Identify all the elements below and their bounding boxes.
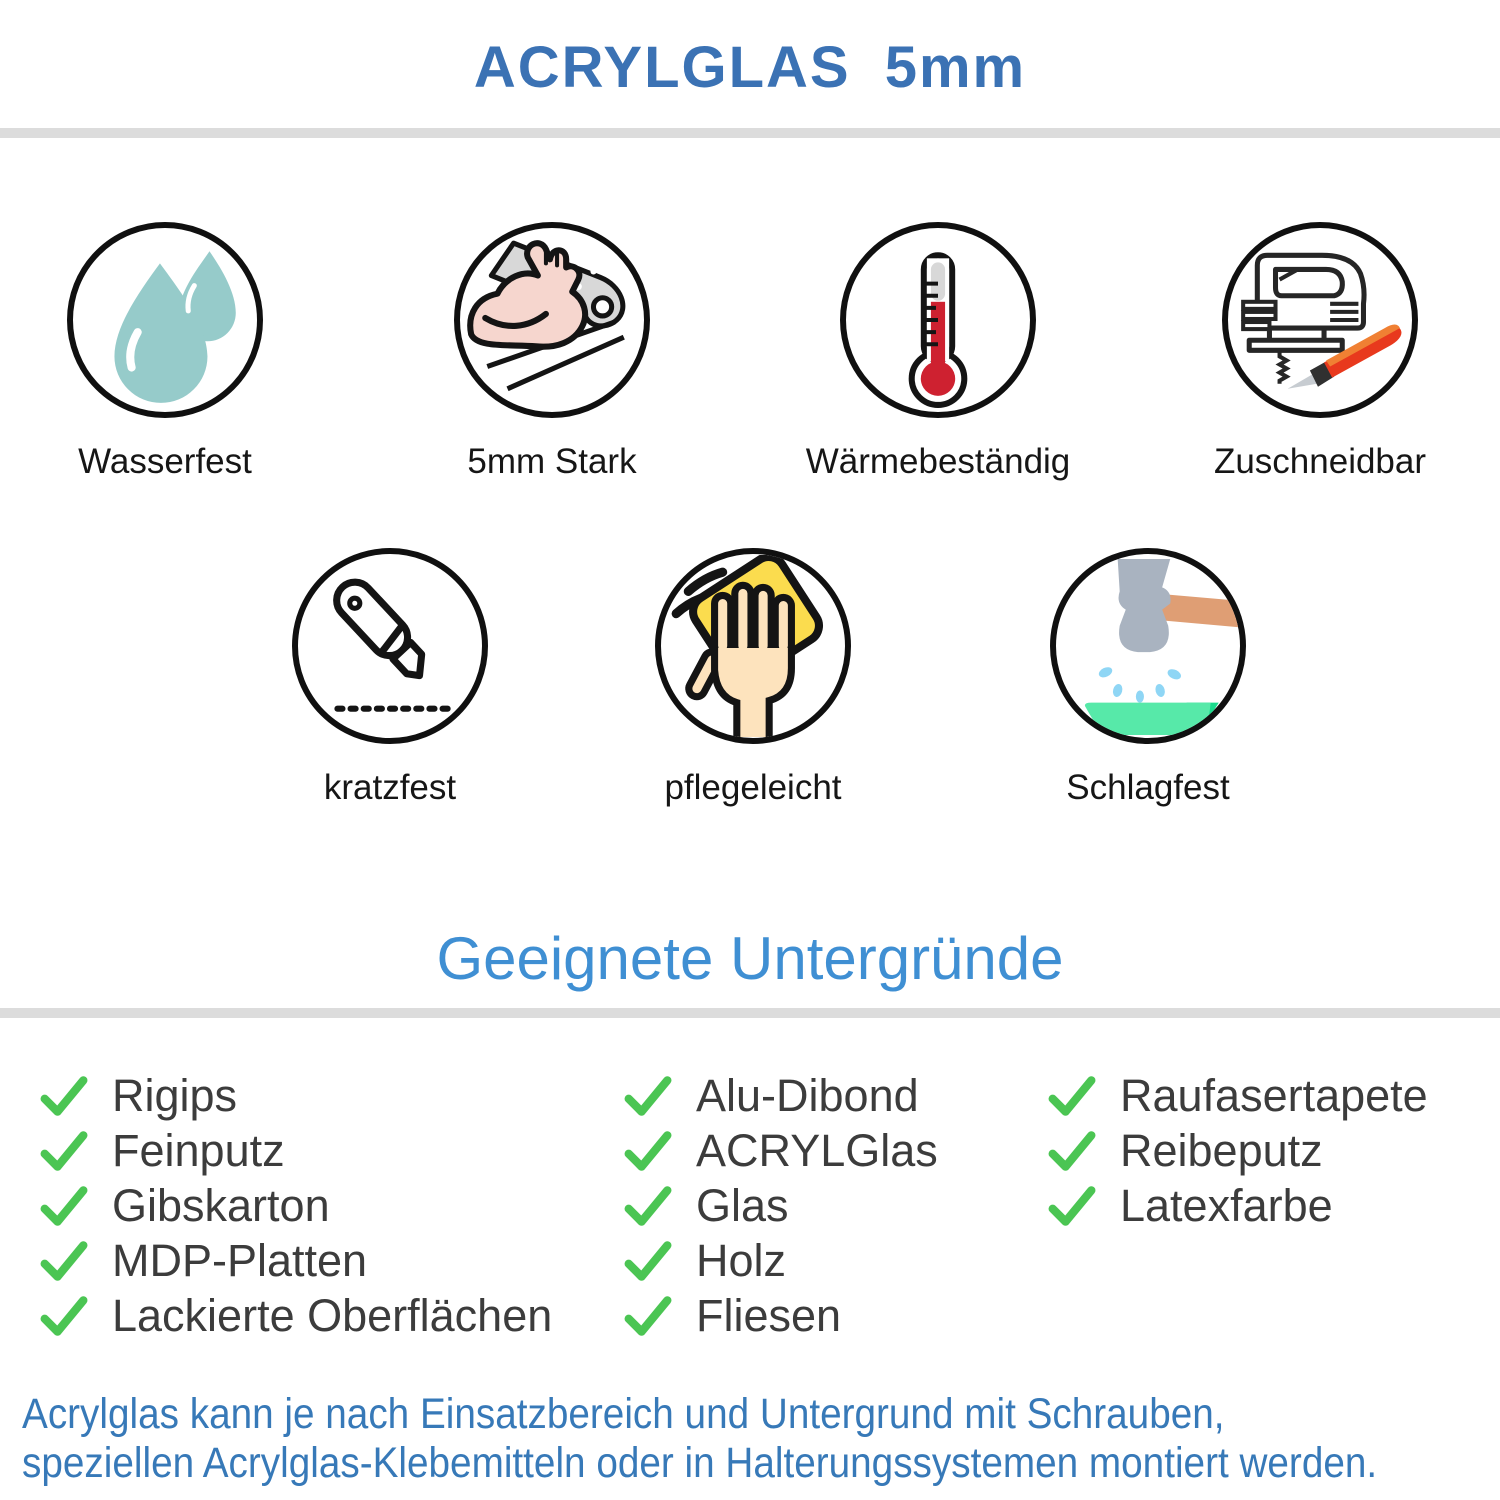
footer-note: [22, 1390, 1377, 1488]
thermometer-icon: [847, 229, 1029, 411]
list-item: [38, 1288, 552, 1343]
list-item-label: Fliesen: [696, 1289, 842, 1341]
list-item: [1046, 1178, 1428, 1233]
list-item-label: Reibeputz: [1120, 1124, 1323, 1176]
list-item-label: Latexfarbe: [1120, 1179, 1333, 1231]
list-item-label: ACRYLGlas: [696, 1124, 938, 1176]
divider-middle: [0, 1008, 1500, 1018]
check-icon: [38, 1293, 90, 1339]
feature-label: Schlagfest: [1066, 768, 1230, 807]
subsurface-column-3: [1046, 1068, 1428, 1233]
feature-label: 5mm Stark: [467, 442, 637, 481]
list-item: [38, 1233, 552, 1288]
feature-circle: [292, 548, 488, 744]
list-item-label: Alu-Dibond: [696, 1069, 919, 1121]
feature-label: pflegeleicht: [664, 768, 842, 807]
list-item: [38, 1178, 552, 1233]
hammer-icon: [1057, 555, 1239, 737]
feature-circle: [67, 222, 263, 418]
footer-line: speziellen Acrylglas-Klebemitteln oder in Halterungssystemen montiert werden.: [22, 1439, 1378, 1487]
feature-kratzfest: [230, 548, 550, 808]
feature-circle: [454, 222, 650, 418]
footer-line: Acrylglas kann je nach Einsatzbereich und Untergrund mit Schrauben,: [22, 1390, 1225, 1438]
list-item-label: Feinputz: [112, 1124, 285, 1176]
check-icon: [622, 1293, 674, 1339]
feature-label: Wärmebeständig: [805, 442, 1071, 481]
divider-top: [0, 128, 1500, 138]
list-item-label: Glas: [696, 1179, 789, 1231]
list-item: [622, 1123, 938, 1178]
jigsaw-and-cutter-icon: [1229, 229, 1411, 411]
feature-schlagfest: [988, 548, 1308, 808]
feature-circle: [1050, 548, 1246, 744]
list-item: [622, 1233, 938, 1288]
check-icon: [38, 1128, 90, 1174]
flexed-arm-rolled-sheet-icon: [461, 229, 643, 411]
list-item-label: MDP-Platten: [112, 1234, 368, 1286]
check-icon: [38, 1183, 90, 1229]
subsurface-column-1: [38, 1068, 552, 1343]
section2-title: Geeignete Untergründe: [436, 925, 1064, 992]
hand-with-cloth-icon: [662, 555, 844, 737]
list-item: [38, 1123, 552, 1178]
check-icon: [622, 1073, 674, 1119]
feature-circle: [655, 548, 851, 744]
list-item: [1046, 1068, 1428, 1123]
check-icon: [38, 1073, 90, 1119]
feature-wasserfest: [5, 222, 325, 482]
list-item-label: Holz: [696, 1234, 787, 1286]
check-icon: [622, 1238, 674, 1284]
feature-5mm-stark: [392, 222, 712, 482]
water-drops-icon: [74, 229, 256, 411]
feature-label: Wasserfest: [78, 442, 252, 481]
check-icon: [622, 1128, 674, 1174]
feature-label: Zuschneidbar: [1213, 442, 1427, 481]
check-icon: [622, 1183, 674, 1229]
list-item: [38, 1068, 552, 1123]
check-icon: [1046, 1073, 1098, 1119]
list-item-label: Rigips: [112, 1069, 238, 1121]
feature-waermebestaendig: [778, 222, 1098, 482]
check-icon: [38, 1238, 90, 1284]
feature-label: kratzfest: [323, 768, 457, 807]
list-item: [1046, 1123, 1428, 1178]
list-item: [622, 1288, 938, 1343]
utility-knife-icon: [299, 555, 481, 737]
feature-circle: [840, 222, 1036, 418]
subsurface-column-2: [622, 1068, 938, 1343]
page-title: ACRYLGLAS 5mm: [473, 35, 1027, 100]
list-item-label: Lackierte Oberflächen: [112, 1289, 553, 1341]
list-item: [622, 1068, 938, 1123]
check-icon: [1046, 1128, 1098, 1174]
list-item-label: Raufasertapete: [1120, 1069, 1428, 1121]
list-item-label: Gibskarton: [112, 1179, 330, 1231]
feature-circle: [1222, 222, 1418, 418]
feature-zuschneidbar: [1160, 222, 1480, 482]
check-icon: [1046, 1183, 1098, 1229]
feature-pflegeleicht: [593, 548, 913, 808]
list-item: [622, 1178, 938, 1233]
